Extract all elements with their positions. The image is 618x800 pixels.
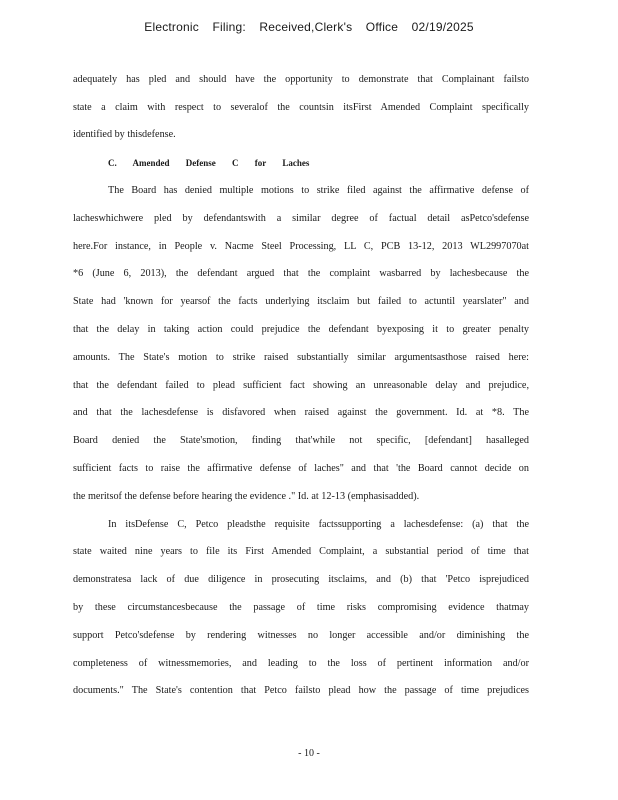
- text-line: demonstratesa lack of due diligence in prosecuting itsclaims, and (b) that 'Petco isprejudiced: [73, 574, 529, 585]
- text-line: adequately has pled and should have the opportunity to demonstrate that Complainant failsto: [73, 74, 529, 85]
- text-line: that the defendant failed to plead sufficient fact showing an unreasonable delay and prejudice,: [73, 380, 529, 391]
- text-line: state a claim with respect to severalof the countsin itsFirst Amended Complaint specifically: [73, 102, 529, 113]
- text-line: lacheswhichwere pled by defendantswith a similar degree of factual detail asPetco'sdefense: [73, 213, 529, 224]
- text-line: the meritsof the defense before hearing the evidence ." Id. at 12-13 (emphasisadded).: [73, 491, 420, 502]
- text-line: In itsDefense C, Petco pleadsthe requisite factssupporting a lachesdefense: (a) that the: [108, 519, 529, 530]
- text-line: that the delay in taking action could prejudice the defendant byexposing it to greater penalty: [73, 324, 529, 335]
- text-line: The Board has denied multiple motions to strike filed against the affirmative defense of: [108, 185, 529, 196]
- text-line: here.For instance, in People v. Nacme Steel Processing, LL C, PCB 13-12, 2013 WL2997070at: [73, 241, 529, 252]
- text-line: by these circumstancesbecause the passage of time risks compromising evidence thatmay: [73, 602, 529, 613]
- section-heading: C. Amended Defense C for Laches: [108, 158, 310, 168]
- text-line: Board denied the State'smotion, finding that'while not specific, [defendant] hasalleged: [73, 435, 529, 446]
- filing-header: Electronic Filing: Received,Clerk's Office 02/19/2025: [144, 20, 474, 34]
- page-number: - 10 -: [298, 748, 320, 759]
- text-line: sufficient facts to raise the affirmative defense of laches" and that 'the Board cannot decide on: [73, 463, 529, 474]
- text-line: support Petco'sdefense by rendering witnesses no longer accessible and/or diminishing the: [73, 630, 529, 641]
- text-line: State had 'known for yearsof the facts underlying itsclaim but failed to actuntil yearslater" and: [73, 296, 529, 307]
- text-line: amounts. The State's motion to strike raised substantially similar argumentsasthose raised here:: [73, 352, 529, 363]
- text-line: completeness of witnessmemories, and leading to the loss of pertinent information and/or: [73, 658, 529, 669]
- text-line: and that the lachesdefense is disfavored when raised against the government. Id. at *8. The: [73, 407, 529, 418]
- text-line: documents." The State's contention that Petco failsto plead how the passage of time prejudices: [73, 685, 529, 696]
- text-line: identified by thisdefense.: [73, 129, 176, 140]
- text-line: *6 (June 6, 2013), the defendant argued that the complaint wasbarred by lachesbecause the: [73, 268, 529, 279]
- text-line: state waited nine years to file its First Amended Complaint, a substantial period of time that: [73, 546, 529, 557]
